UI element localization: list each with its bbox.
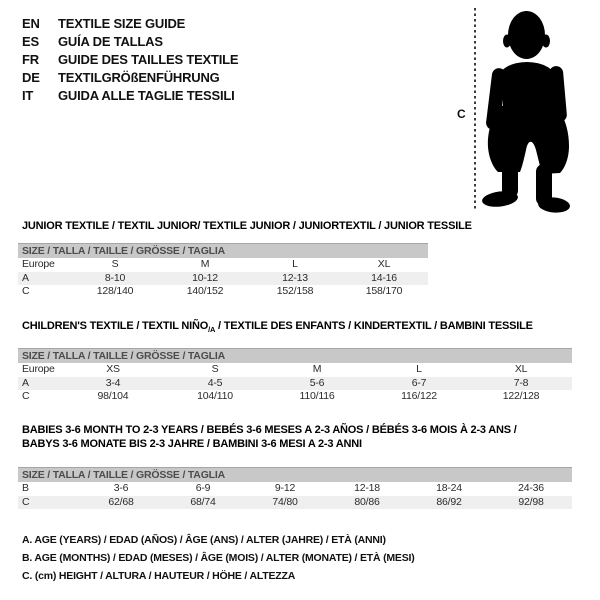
- cell: 86/92: [408, 496, 490, 510]
- note-age-months: B. AGE (MONTHS) / EDAD (MESES) / ÂGE (MOIS) / ALTER (MONATE) / ETÀ (MESI): [22, 552, 415, 564]
- cell: 116/122: [401, 390, 437, 402]
- row-label: Europe: [22, 258, 55, 270]
- row-label: C: [22, 285, 30, 297]
- table-row: [18, 496, 572, 510]
- language-title: TEXTILE SIZE GUIDE: [58, 16, 186, 31]
- cell: 80/86: [326, 496, 408, 510]
- cell: 74/80: [244, 496, 326, 510]
- baby-silhouette: [455, 0, 600, 215]
- cell: 4-5: [164, 377, 266, 391]
- column-header: XS: [106, 363, 120, 375]
- language-row-en: [22, 15, 238, 33]
- cell: 62/68: [80, 496, 162, 510]
- baby-ear-right: [542, 35, 550, 48]
- cell: 9-12: [274, 482, 296, 494]
- table-header-row: [18, 468, 572, 483]
- column-header: L: [292, 258, 298, 270]
- children-section-title: [22, 319, 533, 337]
- table-row: [18, 390, 572, 404]
- language-code: DE: [22, 70, 40, 85]
- cell: 92/98: [490, 496, 572, 510]
- size-header-bar: SIZE / TALLA / TAILLE / GRÖSSE / TAGLIA: [18, 468, 572, 483]
- baby-ear-left: [503, 35, 511, 48]
- cell: 7-8: [470, 377, 572, 391]
- cell: 104/110: [197, 390, 233, 402]
- language-row-fr: [22, 51, 238, 69]
- column-header: M: [200, 258, 210, 270]
- legend-notes: [22, 531, 415, 585]
- note-age-years: A. AGE (YEARS) / EDAD (AÑOS) / ÂGE (ANS) / ALTER (JAHRE) / ETÀ (ANNI): [22, 534, 386, 546]
- cell: 3-4: [62, 377, 164, 391]
- row-label: B: [22, 482, 29, 494]
- table-row: [18, 482, 572, 496]
- children-title-main: CHILDREN'S TEXTILE / TEXTIL NIÑO: [22, 320, 209, 332]
- cell: 12-13: [250, 272, 340, 286]
- language-code: FR: [22, 52, 39, 67]
- language-row-es: [22, 33, 238, 51]
- language-row-de: [22, 69, 238, 87]
- baby-head: [508, 11, 545, 59]
- column-header: XL: [514, 363, 528, 375]
- cell: 128/140: [96, 285, 134, 297]
- cell: 8-10: [70, 272, 160, 286]
- cell: 3-6: [113, 482, 129, 494]
- table-row: [18, 377, 572, 391]
- row-label: C: [18, 496, 80, 510]
- size-header-bar: SIZE / TALLA / TAILLE / GRÖSSE / TAGLIA: [18, 349, 572, 364]
- language-list: [22, 15, 238, 105]
- children-size-table: [18, 348, 572, 404]
- row-label: A: [18, 377, 62, 391]
- language-title: TEXTILGRÖßENFÜHRUNG: [58, 70, 220, 85]
- note-height-cm: C. (cm) HEIGHT / ALTURA / HAUTEUR / HÖHE / ALTEZZA: [22, 570, 296, 582]
- cell: 14-16: [340, 272, 428, 286]
- babies-title-line1: BABIES 3-6 MONTH TO 2-3 YEARS / BEBÉS 3-6 MESES A 2-3 AÑOS / BÉBÉS 3-6 MOIS À 2-3 ANS /: [22, 424, 517, 436]
- column-header: XL: [377, 258, 391, 270]
- cell: 6-9: [195, 482, 211, 494]
- cell: 140/152: [186, 285, 224, 297]
- babies-title-line2: BABYS 3-6 MONATE BIS 2-3 JAHRE / BAMBINI 3-6 MESI A 2-3 ANNI: [22, 438, 362, 450]
- language-code: EN: [22, 16, 40, 31]
- table-header-row: [18, 349, 572, 364]
- table-header-row: [18, 244, 428, 259]
- cell: 6-7: [368, 377, 470, 391]
- table-row: [18, 285, 428, 299]
- cell: 24-36: [518, 482, 544, 494]
- column-header: M: [312, 363, 322, 375]
- children-title-subscript: /A: [208, 325, 216, 335]
- cell: 110/116: [299, 390, 335, 402]
- language-title: GUIDE DES TAILLES TEXTILE: [58, 52, 239, 67]
- table-row: [18, 272, 428, 286]
- cell: 152/158: [276, 285, 314, 297]
- cell: 18-24: [436, 482, 462, 494]
- language-title: GUIDA ALLE TAGLIE TESSILI: [58, 88, 235, 103]
- column-header: S: [111, 258, 119, 270]
- baby-shorts: [488, 106, 569, 174]
- junior-section-title: JUNIOR TEXTILE / TEXTIL JUNIOR/ TEXTILE JUNIOR / JUNIORTEXTIL / JUNIOR TESSILE: [22, 220, 472, 232]
- junior-size-table: [18, 243, 428, 299]
- babies-size-table: [18, 467, 572, 509]
- cell: 10-12: [160, 272, 250, 286]
- cell: 98/104: [97, 390, 129, 402]
- language-code: ES: [22, 34, 39, 49]
- row-label: A: [18, 272, 70, 286]
- row-label: Europe: [22, 363, 55, 375]
- column-header: S: [211, 363, 219, 375]
- cell: 158/170: [365, 285, 403, 297]
- babies-section-title: [22, 423, 517, 451]
- columns-row: [18, 363, 572, 377]
- column-header: L: [416, 363, 422, 375]
- row-label: C: [22, 390, 30, 402]
- height-measure-label: C: [457, 107, 466, 121]
- size-header-bar: SIZE / TALLA / TAILLE / GRÖSSE / TAGLIA: [18, 244, 428, 259]
- columns-row: [18, 258, 428, 272]
- language-title: GUÍA DE TALLAS: [58, 34, 163, 49]
- cell: 5-6: [266, 377, 368, 391]
- language-row-it: [22, 87, 238, 105]
- children-title-rest: / TEXTILE DES ENFANTS / KINDERTEXTIL / BAMBINI TESSILE: [215, 320, 533, 332]
- cell: 12-18: [354, 482, 380, 494]
- cell: 68/74: [162, 496, 244, 510]
- baby-silhouette-shape: [481, 11, 570, 214]
- language-code: IT: [22, 88, 34, 103]
- cell: 122/128: [502, 390, 540, 402]
